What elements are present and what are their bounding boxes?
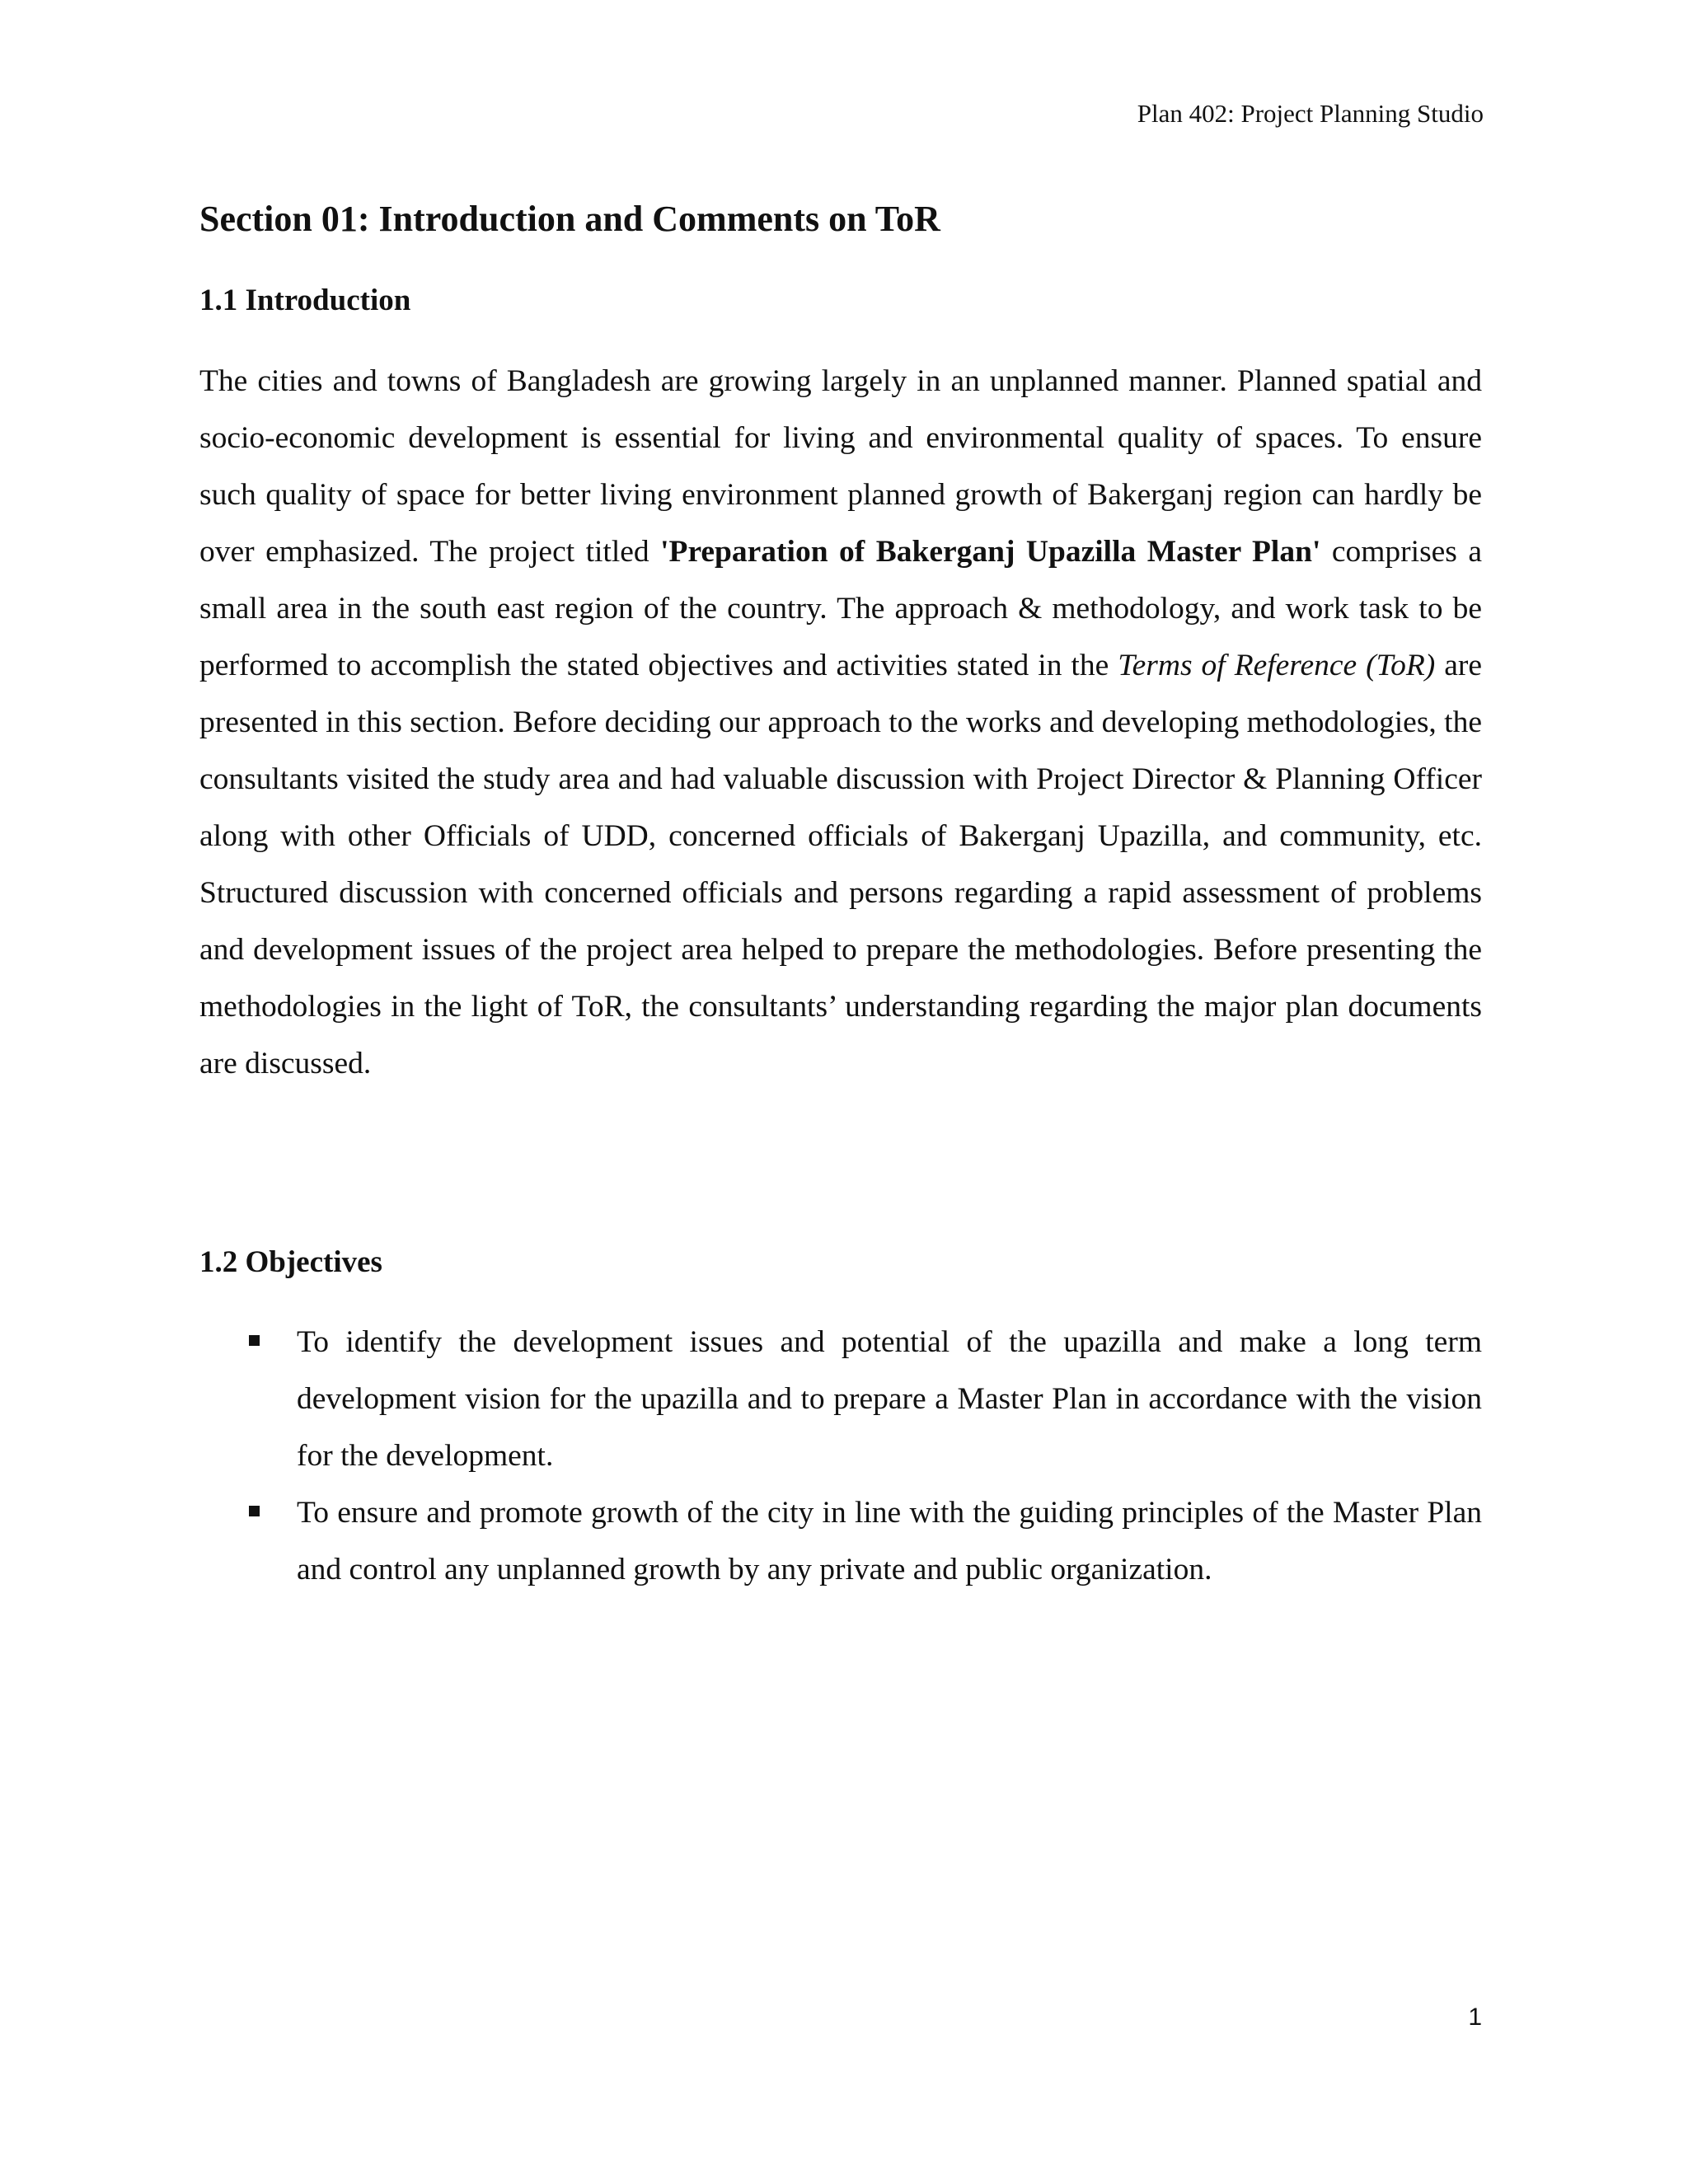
square-bullet-icon <box>249 1506 260 1516</box>
page-content <box>199 194 1482 1598</box>
intro-text-part-3: are presented in this section. Before deciding our approach to the works and developing methodologies, the consultants visited the study area and had valuable discussion with Project Director & Planning Officer along with other Officials of UDD, concerned officials of Bakerganj Upazilla, and community, etc. Structured discussion with concerned officials and persons regarding a rapid assessment of problems and development issues of the project area helped to prepare the methodologies. Before presenting the methodologies in the light of ToR, the consultants’ understanding regarding the major plan documents are discussed. <box>199 649 1482 1080</box>
running-header: Plan 402: Project Planning Studio <box>1137 99 1484 128</box>
square-bullet-icon <box>249 1335 260 1346</box>
objective-text: To identify the development issues and potential of the upazilla and make a long term development vision for the upazilla and to prepare a Master Plan in accordance with the vision for the development. <box>297 1325 1482 1473</box>
introduction-paragraph <box>199 353 1482 1092</box>
objectives-heading: 1.2 Objectives <box>199 1245 382 1279</box>
objectives-list <box>199 1314 1482 1598</box>
tor-term-italic: Terms of Reference (ToR) <box>1118 649 1436 682</box>
intro-text-part-2: comprises a small area in the south east region of the country. The approach & methodology, and work task to be performed to accomplish the stated objectives and activities stated in the <box>199 535 1483 682</box>
objective-item <box>199 1484 1482 1598</box>
introduction-heading: 1.1 Introduction <box>199 284 411 317</box>
page-number: 1 <box>1468 2004 1482 2031</box>
objective-text: To ensure and promote growth of the city in line with the guiding principles of the Master Plan and control any unplanned growth by any private and public organization. <box>297 1496 1482 1586</box>
intro-text-part-1: The cities and towns of Bangladesh are growing largely in an unplanned manner. Planned spatial and socio-economic development is essential for living and environmental quality of spaces. To ensure such quality of space for better living environment planned growth of Bakerganj region can hardly be over emphasized. The project titled <box>199 364 1482 569</box>
objective-item <box>199 1314 1482 1484</box>
project-title-bold: 'Preparation of Bakerganj Upazilla Master Plan' <box>660 535 1321 569</box>
section-title: Section 01: Introduction and Comments on ToR <box>199 199 940 239</box>
